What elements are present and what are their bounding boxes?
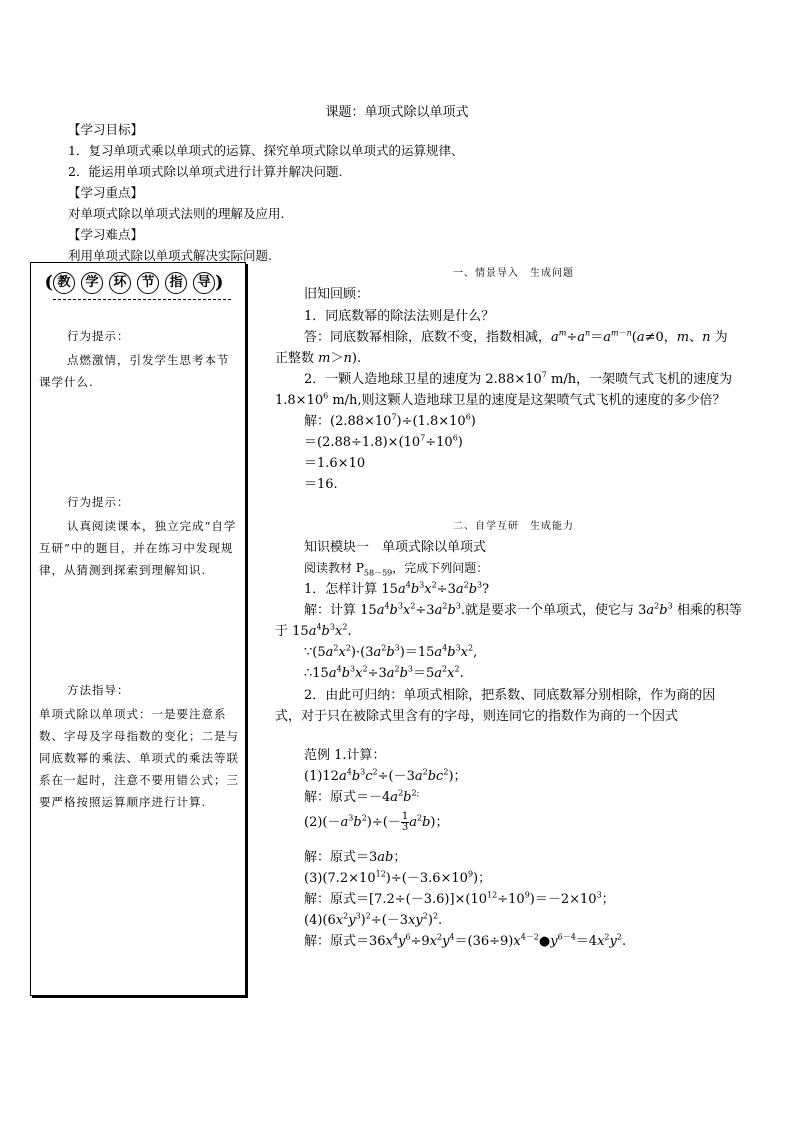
objective-item-1: 1．复习单项式乘以单项式的运算、探究单项式除以单项式的运算规律、 [68, 143, 464, 158]
sidebar-title-char: 环 [109, 272, 131, 294]
example-a3: 解：原式$=[7.2\div(-3.6)]\times(10^{12}\div 10^9)=-2\times 10^3$； [304, 890, 615, 907]
example-q2: $(2)(-a^3b^2)\div(-$ $\frac{1}{3}$ $a^2b$)； [304, 811, 449, 833]
answer-1-cont: 正整数 m＞n). [275, 351, 362, 366]
q2-text-d: m/h,则这颗人造地球卫星的速度是这架喷气式飞机的速度的多少倍？ [328, 393, 726, 408]
sidebar-title-char: 指 [165, 272, 187, 294]
difficulties-heading: 【学习难点】 [68, 227, 144, 242]
because-line: $\because(5a^2x^2)\cdot(3a^2b^3)=15a^4b^3x^2$, [304, 643, 478, 660]
key-points-heading: 【学习重点】 [68, 185, 144, 200]
conclusion-line2: 式，对于只在被除式里含有的字母，则连同它的指数作为商的一个因式 [275, 709, 679, 724]
ma1-text-c: 相乘的积等 [672, 603, 742, 618]
review-label: 旧知回顾： [304, 287, 370, 302]
tip1-label: 行为提示： [67, 329, 130, 343]
objective-item-2: 2．能运用单项式除以单项式进行计算并解决问题. [68, 164, 343, 179]
ma1-text-b: .就是要求一个单项式，使它与 3 [460, 603, 647, 618]
module-question-1: 1．怎样计算 $15a^4b^3x^2\div 3a^2b^3$? [304, 580, 490, 597]
solution-step-3: ＝1.6×10 [304, 456, 366, 471]
sidebar-title-char: 教 [53, 272, 75, 294]
read-pages: 58－59 [363, 568, 393, 578]
difficulties-text: 利用单项式除以单项式解决实际问题. [68, 248, 272, 263]
key-points-text: 对单项式除以单项式法则的理解及应用. [68, 206, 285, 221]
sidebar-title-char: 节 [137, 272, 159, 294]
sidebar-title-char: 学 [81, 272, 103, 294]
mq1-text: 1．怎样计算 15 [304, 582, 398, 597]
example-q4: $(4)(6x^2y^3)^2\div(-3xy^2)^2$. [304, 911, 443, 928]
a4-prefix: 解：原式＝ [304, 934, 370, 949]
section2-heading: 二、自学互研 生成能力 [453, 521, 574, 532]
example-a2: 解：原式＝3ab； [304, 850, 407, 865]
ma1-text-a: 解：计算 15 [304, 603, 377, 618]
q2-text-b: m/h，一架喷气式飞机的速度为 [546, 372, 733, 387]
reading-instruction [304, 558, 488, 579]
tip2-text: 认真阅读课本，独立完成“自学互研”中的题目，并在练习中发现规律，从猜测到探索到理解知识. [39, 519, 237, 577]
a3-prefix: 解：原式＝ [304, 892, 370, 907]
tip2-label: 行为提示： [67, 495, 130, 509]
teaching-guide-sidebar [30, 262, 246, 996]
answer-1-cont-text: 正整数 [275, 351, 315, 366]
q2-text-a: 2．一颗人造地球卫星的速度为 2.88×10 [304, 372, 542, 387]
sidebar-title-char: 导 [193, 272, 215, 294]
s1-text: 解：(2.88×10 [304, 414, 392, 429]
sidebar-divider [53, 299, 231, 300]
module-answer-line1: 解：计算 $15a^4b^3x^2\div 3a^2b^3$.就是要求一个单项式，使它与 $3a^2b^3$ 相乘的积等 [304, 601, 742, 618]
q2-text-c: 1.8×10 [275, 393, 324, 408]
section1-heading: 一、情景导入 生成问题 [453, 268, 574, 279]
read-suffix: ，完成下列问题： [392, 561, 489, 575]
answer-1-text: 答：同底数幂相除，底数不变，指数相减， [304, 330, 552, 345]
a1-prefix: 解：原式＝ [304, 790, 370, 805]
sidebar-title [44, 272, 224, 294]
solution-step-2: $=(2.88\div 1.8)\times(10^7\div 10^6)$ [304, 433, 463, 450]
method-label: 方法指导： [67, 683, 130, 697]
solution-step-1: 解：$(2.88\times 10^7)\div(1.8\times 10^6)$ [304, 412, 476, 429]
answer-1: 答：同底数幂相除，底数不变，指数相减，$a^m\div a^n=a^{m-n}(a\ne 0$，m、n 为 [304, 328, 728, 345]
right-paren-icon: ) [215, 272, 224, 293]
example-q3: $(3)(7.2\times 10^{12})\div(-3.6\times 10^9)$； [304, 869, 492, 886]
a2-prefix: 解：原式＝ [304, 850, 370, 865]
question-1: 1．同底数幂的除法法则是什么？ [304, 309, 495, 324]
example-a4: 解：原式$=36x^4y^6\div 9x^2y^4=(36\div 9)x^{4-2}●y^{6-4}=4x^2y^2$. [304, 932, 627, 949]
s2-text: ＝(2.88÷1.8)×(10 [304, 435, 421, 450]
solution-step-4: ＝16. [304, 477, 338, 492]
module-answer-line2: 于 $15a^4b^3x^2$. [275, 622, 352, 639]
tip1-text: 点燃激情，引发学生思考本节课学什么. [39, 353, 230, 389]
example-q1: $(1)12a^4b^3c^2\div(-3a^2bc^2)$； [304, 767, 467, 784]
conclusion-line1: 2．由此可归纳：单项式相除，把系数、同底数幂分别相除，作为商的因 [304, 688, 716, 703]
ma2-text: 于 15 [275, 624, 309, 639]
question-2-line2: $1.8\times 10^6$ m/h,则这颗人造地球卫星的速度是这架喷气式飞机的速度的多少倍？ [275, 391, 726, 408]
objectives-heading: 【学习目标】 [68, 122, 144, 137]
example-heading: 范例 1.计算： [304, 748, 386, 763]
left-paren-icon: ( [44, 272, 53, 293]
question-2-line1: 2．一颗人造地球卫星的速度为 $2.88\times 10^7$ m/h，一架喷气式飞机的速度为 [304, 370, 733, 387]
page-title: 课题：单项式除以单项式 [325, 105, 469, 120]
module-heading: 知识模块一 单项式除以单项式 [304, 540, 487, 555]
therefore-line: $\therefore 15a^4b^3x^2\div 3a^2b^3=5a^2x^2$. [304, 664, 464, 681]
method-text: 单项式除以单项式：一是要注意系数、字母及字母指数的变化；二是与同底数幂的乘法、单项式的乘法等联系在一起时，注意不要用错公式；三要严格按照运算顺序进行计算. [39, 707, 239, 809]
read-text: 阅读教材 P [304, 561, 364, 575]
example-a1: 解：原式$=-4a^2b^{2;}$ [304, 788, 420, 805]
